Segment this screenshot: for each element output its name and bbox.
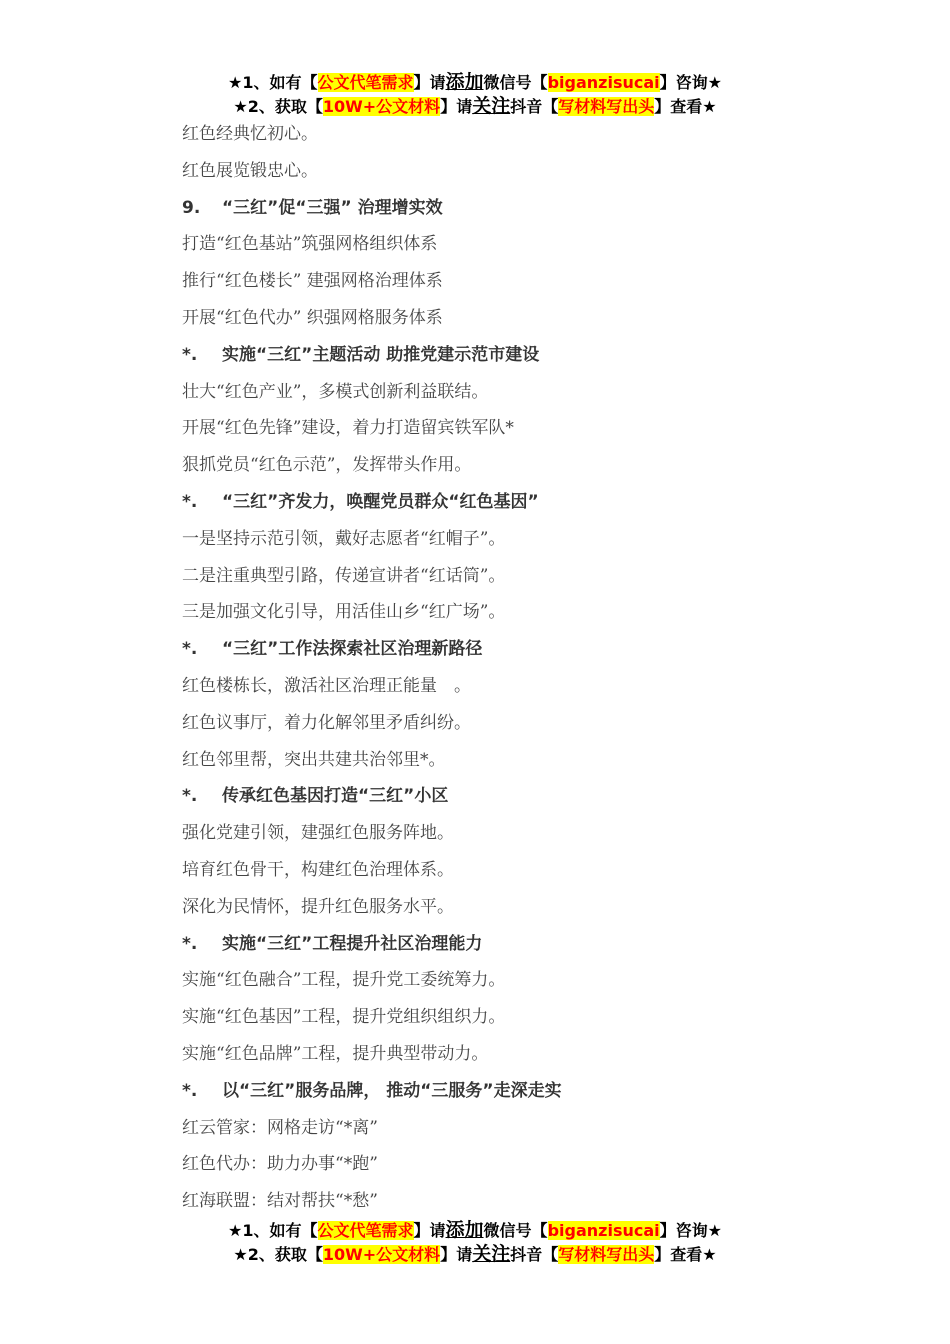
promo-line-1: [0, 70, 950, 94]
section-number: *.: [182, 344, 198, 365]
promo-text: 微信号【: [483, 1221, 548, 1240]
promo-text: ★1、如有【: [228, 73, 318, 92]
promo-highlight: 公文代笔需求: [317, 73, 414, 92]
promo-highlight: 写材料写出头: [558, 1245, 655, 1264]
section-title: “三红”促“三强” 治理增实效: [222, 197, 443, 218]
promo-emphasis: 关注: [472, 1243, 511, 1265]
paragraph: 实施“红色品牌”工程，提升典型带动力。: [182, 1043, 489, 1064]
section-number: *.: [182, 786, 198, 807]
section-heading: [182, 1073, 882, 1110]
promo-text: ★1、如有【: [228, 1221, 318, 1240]
paragraph: 红海联盟：结对帮扶“*愁”: [182, 1191, 378, 1212]
promo-text: ★2、获取【: [233, 97, 323, 116]
promo-highlight: 公文代笔需求: [317, 1221, 414, 1240]
section-heading: [182, 631, 882, 668]
promo-text: 】请: [440, 97, 473, 116]
promo-text: 】查看★: [654, 97, 717, 116]
promo-line-1: [0, 1218, 950, 1242]
promo-highlight: 写材料写出头: [558, 97, 655, 116]
promo-line-2: [0, 94, 950, 118]
paragraph: 强化党建引领，建强红色服务阵地。: [182, 823, 454, 844]
section-title: 以“三红”服务品牌， 推动“三服务”走深走实: [222, 1080, 562, 1101]
promo-text: 抖音【: [510, 1245, 559, 1264]
paragraph: 壮大“红色产业”，多模式创新利益联结。: [182, 381, 489, 402]
paragraph: 培育红色骨干，构建红色治理体系。: [182, 859, 454, 880]
promo-banner-top: [0, 70, 950, 118]
paragraph: 红色邻里帮，突出共建共治邻里*。: [182, 749, 446, 770]
promo-emphasis: 添加: [445, 1219, 484, 1241]
promo-line-2: [0, 1242, 950, 1266]
promo-highlight: biganzisucai: [547, 1221, 660, 1240]
section-title: 实施“三红”工程提升社区治理能力: [222, 933, 483, 954]
paragraph: 深化为民情怀，提升红色服务水平。: [182, 896, 454, 917]
section-heading: [182, 484, 882, 521]
section-title: 传承红色基因打造“三红”小区: [222, 786, 449, 807]
paragraph: 红色经典忆初心。: [182, 124, 318, 144]
document-body: [182, 116, 882, 1220]
paragraph: 红色展览锻忠心。: [182, 160, 318, 181]
promo-text: 】咨询★: [659, 73, 722, 92]
promo-highlight: biganzisucai: [547, 73, 660, 92]
section-number: *.: [182, 1080, 198, 1101]
paragraph: 红色楼栋长，激活社区治理正能量 。: [182, 675, 471, 696]
promo-text: 】请: [413, 1221, 446, 1240]
promo-text: 】咨询★: [659, 1221, 722, 1240]
promo-text: 】请: [440, 1245, 473, 1264]
section-heading: [182, 926, 882, 963]
paragraph: 红色议事厅，着力化解邻里矛盾纠纷。: [182, 712, 471, 733]
paragraph: 实施“红色基因”工程，提升党组织组织力。: [182, 1007, 506, 1028]
promo-text: 】查看★: [654, 1245, 717, 1264]
section-number: *.: [182, 639, 198, 660]
paragraph: 开展“红色代办” 织强网格服务体系: [182, 307, 443, 328]
promo-highlight: 10W+公文材料: [322, 97, 441, 116]
section-number: *.: [182, 933, 198, 954]
paragraph: 二是注重典型引路，传递宣讲者“红话筒”。: [182, 565, 506, 586]
section-title: 实施“三红”主题活动 助推党建示范市建设: [222, 344, 540, 365]
paragraph: 推行“红色楼长” 建强网格治理体系: [182, 271, 443, 292]
promo-text: 】请: [413, 73, 446, 92]
paragraph: 开展“红色先锋”建设，着力打造留宾铁军队*: [182, 418, 514, 439]
section-title: “三红”工作法探索社区治理新路径: [222, 639, 483, 660]
section-title: “三红”齐发力，唤醒党员群众“红色基因”: [222, 491, 539, 512]
paragraph: 实施“红色融合”工程，提升党工委统筹力。: [182, 970, 506, 991]
section-heading: [182, 190, 882, 227]
section-heading: [182, 778, 882, 815]
paragraph: 红云管家：网格走访“*离”: [182, 1117, 378, 1138]
paragraph: 狠抓党员“红色示范”，发挥带头作用。: [182, 455, 472, 476]
paragraph: 一是坚持示范引领，戴好志愿者“红帽子”。: [182, 528, 506, 549]
promo-highlight: 10W+公文材料: [322, 1245, 441, 1264]
section-number: 9.: [182, 197, 201, 218]
paragraph: 打造“红色基站”筑强网格组织体系: [182, 234, 438, 255]
promo-text: ★2、获取【: [233, 1245, 323, 1264]
promo-banner-bottom: [0, 1218, 950, 1266]
promo-emphasis: 关注: [472, 95, 511, 117]
promo-text: 抖音【: [510, 97, 559, 116]
promo-text: 微信号【: [483, 73, 548, 92]
section-heading: [182, 337, 882, 374]
paragraph: 三是加强文化引导，用活佳山乡“红广场”。: [182, 602, 506, 623]
promo-emphasis: 添加: [445, 71, 484, 93]
section-number: *.: [182, 491, 198, 512]
paragraph: 红色代办：助力办事“*跑”: [182, 1154, 378, 1175]
